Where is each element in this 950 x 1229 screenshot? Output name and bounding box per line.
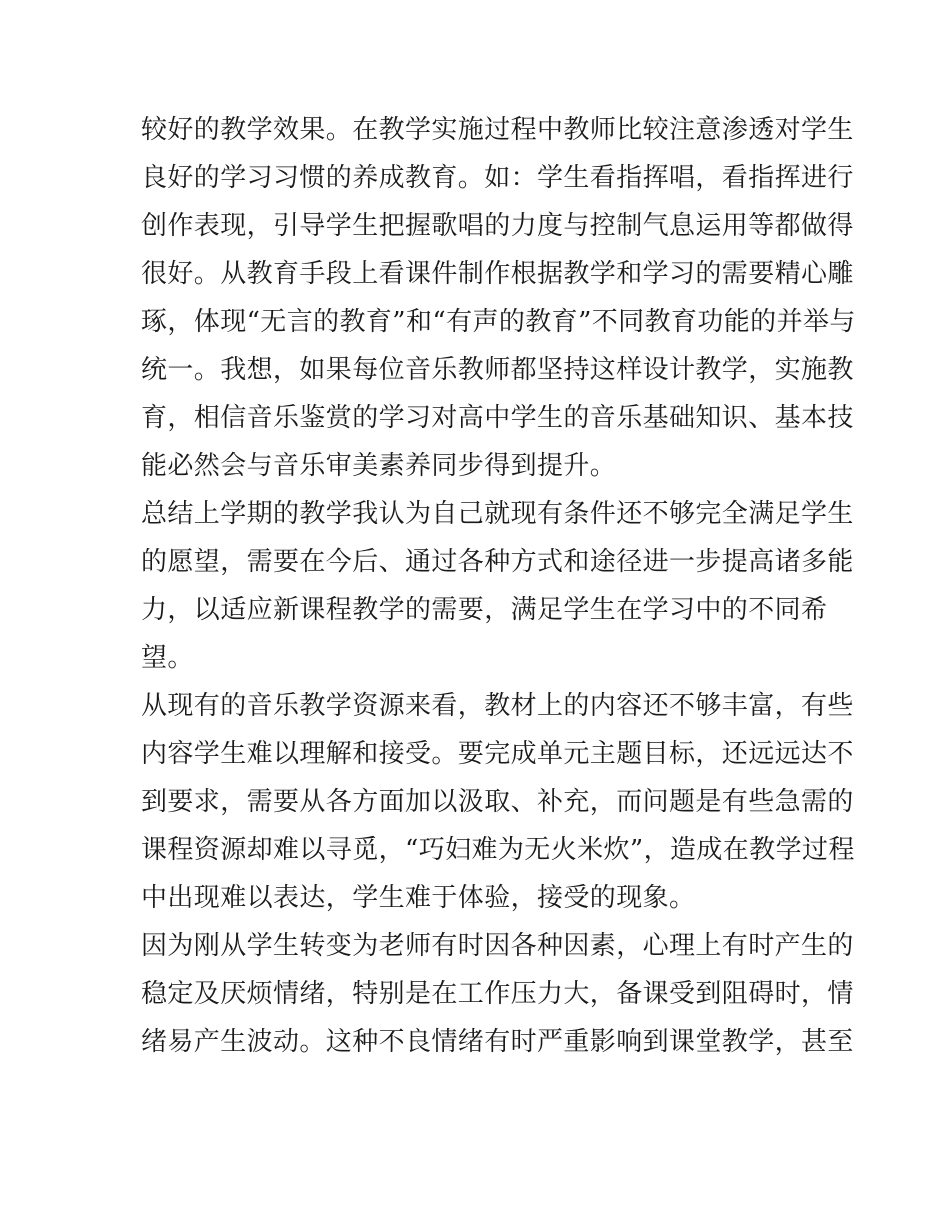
text-line: 育，相信音乐鉴赏的学习对高中学生的音乐基础知识、基本技 xyxy=(141,403,854,433)
text-line: 力，以适应新课程教学的需要，满足学生在学习中的不同希 xyxy=(141,595,828,625)
text-line: 琢，体现“无言的教育”和“有声的教育”不同教育功能的并举与 xyxy=(141,307,856,337)
text-line: 课程资源却难以寻觅，“巧妇难为无火米炊”，造成在教学过程 xyxy=(141,835,855,865)
text-line: 总结上学期的教学我认为自己就现有条件还不够完全满足学生 xyxy=(141,499,854,529)
text-line: 绪易产生波动。这种不良情绪有时严重影响到课堂教学，甚至 xyxy=(141,1027,854,1057)
text-line: 到要求，需要从各方面加以汲取、补充，而问题是有些急需的 xyxy=(141,787,854,817)
text-line: 的愿望，需要在今后、通过各种方式和途径进一步提高诸多能 xyxy=(141,547,854,577)
text-line: 统一。我想，如果每位音乐教师都坚持这样设计教学，实施教 xyxy=(141,355,854,385)
text-line: 内容学生难以理解和接受。要完成单元主题目标，还远远达不 xyxy=(141,739,854,769)
text-line: 望。 xyxy=(141,643,194,673)
text-line: 创作表现，引导学生把握歌唱的力度与控制气息运用等都做得 xyxy=(141,211,854,241)
text-line: 中出现难以表达，学生难于体验，接受的现象。 xyxy=(141,883,696,913)
text-line: 从现有的音乐教学资源来看，教材上的内容还不够丰富，有些 xyxy=(141,691,854,721)
text-line: 很好。从教育手段上看课件制作根据教学和学习的需要精心雕 xyxy=(141,259,854,289)
text-line: 稳定及厌烦情绪，特别是在工作压力大，备课受到阻碍时，情 xyxy=(141,979,854,1009)
body-text xyxy=(141,106,856,1066)
text-line: 能必然会与音乐审美素养同步得到提升。 xyxy=(141,451,617,481)
text-line: 较好的教学效果。在教学实施过程中教师比较注意渗透对学生 xyxy=(141,115,854,145)
text-line: 因为刚从学生转变为老师有时因各种因素，心理上有时产生的 xyxy=(141,931,854,961)
text-line: 良好的学习习惯的养成教育。如：学生看指挥唱，看指挥进行 xyxy=(141,163,854,193)
